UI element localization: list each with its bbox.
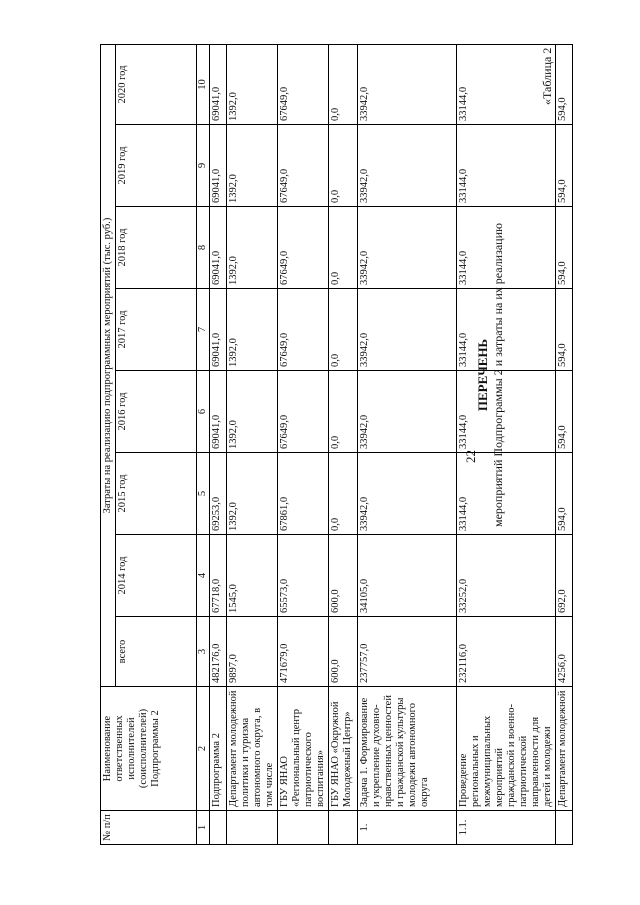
row-value: 69041,0	[210, 371, 227, 453]
header-year-2020: 2020 год	[116, 45, 197, 125]
row-value: 232116,0	[457, 617, 556, 687]
row-value: 594,0	[556, 207, 573, 289]
row-value: 33144,0	[457, 371, 556, 453]
row-value: 67861,0	[278, 453, 329, 535]
row-value: 692,0	[556, 535, 573, 617]
page-number: 22	[463, 450, 478, 463]
row-value: 600,0	[329, 617, 358, 687]
column-number: 4	[197, 535, 210, 617]
row-value: 33144,0	[457, 125, 556, 207]
row-value: 0,0	[329, 371, 358, 453]
row-value: 69041,0	[210, 125, 227, 207]
row-value: 69041,0	[210, 207, 227, 289]
row-number	[278, 811, 329, 845]
table-row	[556, 45, 573, 845]
row-value: 237757,0	[358, 617, 457, 687]
table-label: «Таблица 2	[540, 47, 554, 105]
table-row	[329, 45, 358, 845]
table-body	[210, 45, 573, 845]
row-value: 0,0	[329, 207, 358, 289]
row-value: 33144,0	[457, 45, 556, 125]
row-name: ГБУ ЯНАО «Окружной Молодежный Центр»	[329, 687, 358, 811]
row-value: 67649,0	[278, 289, 329, 371]
row-name: Подпрограмма 2	[210, 687, 227, 811]
row-value: 33144,0	[457, 453, 556, 535]
row-number: 1.1.	[457, 811, 556, 845]
column-number: 5	[197, 453, 210, 535]
row-value: 67649,0	[278, 125, 329, 207]
row-value: 33942,0	[358, 453, 457, 535]
row-number	[556, 811, 573, 845]
row-value: 482176,0	[210, 617, 227, 687]
document-subtitle: мероприятий Подпрограммы 2 и затраты на их реализацию	[491, 223, 505, 527]
row-value: 0,0	[329, 45, 358, 125]
row-value: 1545,0	[227, 535, 278, 617]
row-value: 67649,0	[278, 45, 329, 125]
column-number: 9	[197, 125, 210, 207]
header-year-2016: 2016 год	[116, 371, 197, 453]
row-value: 594,0	[556, 371, 573, 453]
header-year-2017: 2017 год	[116, 289, 197, 371]
row-value: 0,0	[329, 453, 358, 535]
row-name: Задача 1. Формирование и укрепление духовно-нравственных ценностей и гражданской культуры молодежи автономного округа	[358, 687, 457, 811]
column-number: 1	[197, 811, 210, 845]
row-name: ГБУ ЯНАО «Региональный центр патриотического воспитания»	[278, 687, 329, 811]
column-number: 7	[197, 289, 210, 371]
column-number-row	[197, 45, 210, 845]
row-value: 69041,0	[210, 289, 227, 371]
measures-table	[100, 44, 573, 845]
row-value: 471679,0	[278, 617, 329, 687]
row-value: 1392,0	[227, 453, 278, 535]
row-number	[329, 811, 358, 845]
row-value: 1392,0	[227, 289, 278, 371]
row-value: 33252,0	[457, 535, 556, 617]
row-value: 33942,0	[358, 371, 457, 453]
column-number: 6	[197, 371, 210, 453]
row-value: 594,0	[556, 125, 573, 207]
row-value: 65573,0	[278, 535, 329, 617]
row-value: 33144,0	[457, 207, 556, 289]
header-costs-group: Затраты на реализацию подпрограммных мероприятий (тыс. руб.)	[101, 45, 116, 687]
table-row	[457, 45, 556, 845]
table-row	[358, 45, 457, 845]
row-value: 594,0	[556, 289, 573, 371]
header-year-2019: 2019 год	[116, 125, 197, 207]
table-row	[210, 45, 227, 845]
row-value: 1392,0	[227, 207, 278, 289]
header-year-2015: 2015 год	[116, 453, 197, 535]
row-value: 9897,0	[227, 617, 278, 687]
column-number: 8	[197, 207, 210, 289]
table-row	[227, 45, 278, 845]
row-value: 594,0	[556, 453, 573, 535]
header-total: всего	[116, 617, 197, 687]
row-value: 67649,0	[278, 371, 329, 453]
row-value: 594,0	[556, 45, 573, 125]
row-name: Проведение региональных и межмуниципальных мероприятий гражданской и военно-патриотической направленности для детей и молодежи	[457, 687, 556, 811]
table-row	[278, 45, 329, 845]
header-no: № п/п	[101, 811, 197, 845]
row-value: 69041,0	[210, 45, 227, 125]
row-value: 33942,0	[358, 125, 457, 207]
column-number: 2	[197, 687, 210, 811]
row-value: 1392,0	[227, 45, 278, 125]
row-value: 34105,0	[358, 535, 457, 617]
row-number: 1.	[358, 811, 457, 845]
row-name: Департамент молодежной политики и туризма автономного округа, в том числе	[227, 687, 278, 811]
row-value: 67649,0	[278, 207, 329, 289]
table-header-row	[101, 45, 116, 845]
document-title: ПЕРЕЧЕНЬ	[475, 338, 490, 412]
row-number	[210, 811, 227, 845]
header-name: Наименование ответственных исполнителей (соисполнителей) Подпрограммы 2	[101, 687, 197, 811]
row-value: 600,0	[329, 535, 358, 617]
column-number: 3	[197, 617, 210, 687]
row-value: 1392,0	[227, 371, 278, 453]
row-name: Департамент молодежной	[556, 687, 573, 811]
row-number	[227, 811, 278, 845]
row-value: 33942,0	[358, 289, 457, 371]
header-year-2018: 2018 год	[116, 207, 197, 289]
row-value: 0,0	[329, 125, 358, 207]
row-value: 33942,0	[358, 45, 457, 125]
row-value: 4256,0	[556, 617, 573, 687]
row-value: 0,0	[329, 289, 358, 371]
header-year-2014: 2014 год	[116, 535, 197, 617]
row-value: 33942,0	[358, 207, 457, 289]
rotated-page	[40, 15, 620, 875]
row-value: 67718,0	[210, 535, 227, 617]
column-number: 10	[197, 45, 210, 125]
row-value: 33144,0	[457, 289, 556, 371]
row-value: 69253,0	[210, 453, 227, 535]
row-value: 1392,0	[227, 125, 278, 207]
